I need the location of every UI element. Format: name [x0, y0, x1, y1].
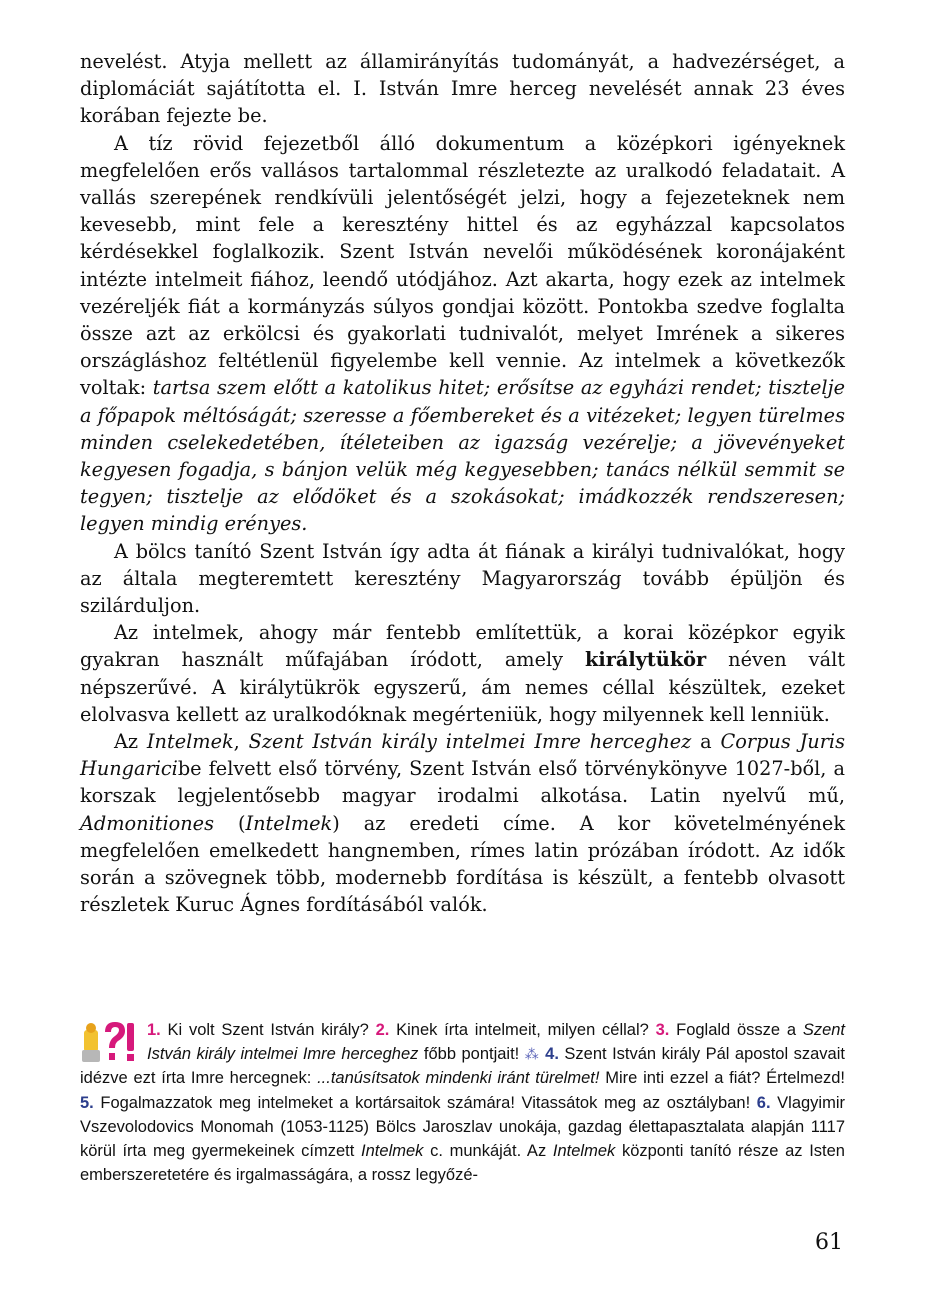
task-box: [80, 1018, 845, 1187]
paragraph-3: A bölcs tanító Szent István így adta át fiának a királyi tudnivalókat, hogy az általa megteremtett keresztény Magyarország tovább épüljön és szilárduljon.: [80, 539, 845, 618]
main-text: [80, 48, 845, 919]
paragraph-4: Az intelmek, ahogy már fentebb említettük, a korai középkor egyik gyakran használt műfajában íródott, amely királytükör néven vált népszerűvé. A királytükrök egyszerű, ám nemes céllal készültek, ezeket elolvasva kellett az uralkodóknak megérteniük, hogy milyennek kell lenniük.: [80, 621, 845, 726]
paragraph-1: nevelést. Atyja mellett az államirányítás tudományát, a hadvezérséget, a diplomáciát sajátította el. I. István Imre herceg nevelését annak 23 éves korában fejezte be.: [80, 50, 845, 128]
question-exclamation-icon: [80, 1020, 138, 1066]
paragraph-2: A tíz rövid fejezetből álló dokumentum a középkori igényeknek megfelelően erős vallásos tartalommal részletezte az uralkodó feladatait. A vallás szerepének rendkívüli jelentőségét jelzi, hogy a fejezeteknek nem kevesebb, mint fele a keresztény hittel és az egyházzal kapcsolatos kérdésekkel foglalkozik. Szent István nevelői működésének koronájaként intézte intelmeit fiához, leendő utódjához. Azt akarta, hogy ezek az intelmek vezéreljék fiát a kormányzás súlyos gondjai között. Pontokba szedve foglalta össze azt az erkölcsi és gyakorlati tudnivalót, melyet Imrének a sikeres országláshoz feltétlenül figyelembe kell vennie. Az intelmek a következők voltak: tartsa szem előtt a katolikus hitet; erősítse az egyházi rendet; tisztelje a főpapok méltóságát; szeresse a főembereket és a vitézeket; legyen türelmes minden cselekedetében, ítéleteiben az igazság vezérelje; a jövevényeket kegyesen fogadja, s bánjon velük még kegyesebben; tanács nélkül semmit se tegyen; tisztelje az elődöket és a szokásokat; imádkozzék rendszeresen; legyen mindig erényes.: [80, 131, 845, 536]
task-number-2: 2.: [375, 1021, 390, 1039]
admonitions-list: tartsa szem előtt a katolikus hitet; erősítse az egyházi rendet; tisztelje a főpapok méltóságát; szeresse a főembereket és a vitézeket; legyen türelmes minden cselekedetében, ítéleteiben az igazság vezérelje; a jövevényeket kegyesen fogadja, s bánjon velük még kegyesebben; tanács nélkül semmit se tegyen; tisztelje az elődöket és a szokásokat; imádkozzék rendszeresen; legyen mindig erényes.: [80, 376, 845, 536]
task-number-5: 5.: [80, 1093, 94, 1112]
paragraph-5: Az Intelmek, Szent István király intelmei Imre herceghez a Corpus Juris Hungaricibe felvett első törvény, Szent István első törvénykönyve 1027-ből, a korszak legjelentősebb magyar irodalmi alkotása. Latin nyelvű mű, Admonitiones (Intelmek) az eredeti címe. A kor követelményének megfelelően emelkedett hangnemben, rímes latin prózában íródott. Az idők során a szövegnek több, modernebb fordítása is készült, a fentebb olvasott részletek Kuruc Ágnes fordításából valók.: [80, 730, 845, 917]
task-list: 1. Ki volt Szent István király? 2. Kinek írta intelmeit, milyen céllal? 3. Foglald össze a Szent István király intelmei Imre herceghez főbb pontjait! ⁂ 4. Szent István király Pál apostol szavait idézve ezt írta Imre hercegnek: ...tanúsítsatok mindenki iránt türelmet! Mire inti ezzel a fiát? Értelmezd! 5. Fogalmazzatok meg intelmeket a kortársaitok számára! Vitassátok meg az osztályban! 6. Vlagyimir Vszevolodovics Monomah (1053-1125) Bölcs Jaroszlav unokája, gazdag élettapasztalata alapján 1117 körül írta meg gyermekeinek címzett Intelmek c. munkáját. Az Intelmek központi tanító része az Isten emberszeretetére és irgalmasságára, a rossz legyőzé-: [80, 1018, 845, 1187]
task-number-4: 4.: [539, 1045, 559, 1064]
difficulty-star-icon: ⁂: [524, 1046, 540, 1063]
keyword-kiralytukor: királytükör: [585, 648, 707, 672]
page-number: 61: [815, 1230, 843, 1255]
task-number-3: 3.: [655, 1021, 670, 1039]
task-number-6: 6.: [756, 1093, 771, 1112]
task-number-1: 1.: [147, 1021, 161, 1039]
